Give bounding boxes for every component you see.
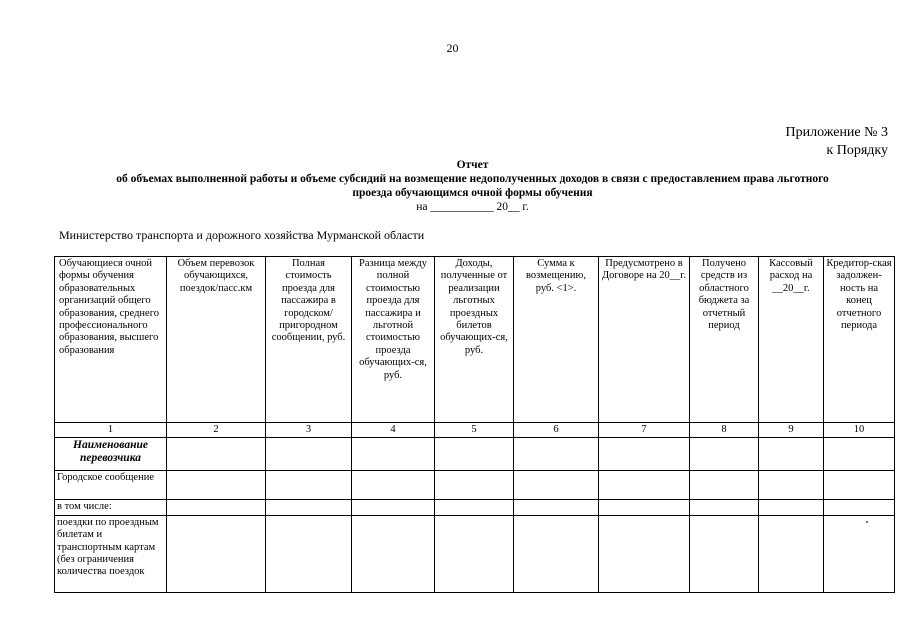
table-cell: [759, 438, 824, 471]
table-cell: [435, 515, 514, 592]
table-cell: [759, 515, 824, 592]
report-title-subject-cont: проезда обучающимся очной формы обучения: [352, 187, 593, 199]
header-cell-reimbursement: Сумма к возмещению, руб. <1>.: [514, 257, 599, 423]
table-cell: [167, 438, 266, 471]
table-cell: [352, 515, 435, 592]
appendix-note: [786, 124, 889, 160]
table-cell: [824, 471, 895, 500]
pass-trips-label: поездки по проездным билетам и транспортным картам (без ограничения количества поездок: [55, 515, 167, 592]
table-cell: [352, 438, 435, 471]
table-cell: [599, 515, 690, 592]
column-number: 7: [599, 423, 690, 438]
table-cell: [266, 515, 352, 592]
including-label: в том числе:: [55, 500, 167, 515]
table-cell: [759, 500, 824, 515]
table-cell: [690, 471, 759, 500]
table-row-pass-trips: [55, 515, 895, 592]
table-row-including: [55, 500, 895, 515]
report-title: [55, 158, 890, 214]
carrier-name-label: Наименование перевозчика: [55, 438, 167, 471]
header-cell-volume: Объем перевозок обучающихся, поездок/пасс.км: [167, 257, 266, 423]
appendix-line-2: к Порядку: [826, 143, 888, 158]
table-cell: [759, 471, 824, 500]
table-row-city: [55, 471, 895, 500]
column-number: 6: [514, 423, 599, 438]
column-number: 4: [352, 423, 435, 438]
report-period: на ___________ 20__ г.: [416, 201, 529, 213]
table-cell: [690, 515, 759, 592]
table-cell: [352, 500, 435, 515]
header-cell-fare-difference: Разница между полной стоимостью проезда для пассажира и льготной стоимостью проезда обучающих-ся, руб.: [352, 257, 435, 423]
table-cell: [824, 515, 895, 592]
header-cell-students: Обучающиеся очной формы обучения образовательных организаций общего образования, среднего профессионального образования, высшего образования: [55, 257, 167, 423]
scan-speck: [866, 521, 868, 523]
table-cell: [690, 438, 759, 471]
table-cell: [167, 500, 266, 515]
header-cell-payables: Кредитор-ская задолжен-ность на конец отчетного периода: [824, 257, 895, 423]
column-number: 2: [167, 423, 266, 438]
table-cell: [435, 500, 514, 515]
table-header-row: [55, 257, 895, 423]
header-cell-income: Доходы, полученные от реализации льготных проездных билетов обучающих-ся, руб.: [435, 257, 514, 423]
table-cell: [824, 500, 895, 515]
table-cell: [514, 500, 599, 515]
header-cell-received: Получено средств из областного бюджета за отчетный период: [690, 257, 759, 423]
column-number: 1: [55, 423, 167, 438]
report-title-subject: об объемах выполненной работы и объеме субсидий на возмещение недополученных доходов в связи с предоставлением права льготного: [116, 173, 829, 185]
table-cell: [266, 500, 352, 515]
table-cell: [435, 438, 514, 471]
column-number: 10: [824, 423, 895, 438]
table-cell: [514, 471, 599, 500]
table-row-carrier: [55, 438, 895, 471]
header-cell-full-fare: Полная стоимость проезда для пассажира в городском/ пригородном сообщении, руб.: [266, 257, 352, 423]
report-table: [54, 256, 895, 593]
column-number-row: [55, 423, 895, 438]
column-number: 5: [435, 423, 514, 438]
header-cell-contract: Предусмотрено в Договоре на 20__г.: [599, 257, 690, 423]
header-cell-cash-expense: Кассовый расход на __20__г.: [759, 257, 824, 423]
table-cell: [599, 500, 690, 515]
table-cell: [352, 471, 435, 500]
table-cell: [514, 438, 599, 471]
column-number: 9: [759, 423, 824, 438]
column-number: 3: [266, 423, 352, 438]
page-number: 20: [446, 41, 459, 55]
table-cell: [690, 500, 759, 515]
table-cell: [824, 438, 895, 471]
table-cell: [514, 515, 599, 592]
ministry-name: Министерство транспорта и дорожного хозяйства Мурманской области: [59, 228, 425, 242]
table-cell: [266, 471, 352, 500]
table-cell: [599, 471, 690, 500]
city-service-label: Городское сообщение: [55, 471, 167, 500]
table-cell: [266, 438, 352, 471]
table-cell: [167, 471, 266, 500]
appendix-line-1: Приложение № 3: [785, 125, 888, 140]
table-cell: [435, 471, 514, 500]
column-number: 8: [690, 423, 759, 438]
table-cell: [167, 515, 266, 592]
table-cell: [599, 438, 690, 471]
report-title-heading: Отчет: [456, 159, 489, 171]
